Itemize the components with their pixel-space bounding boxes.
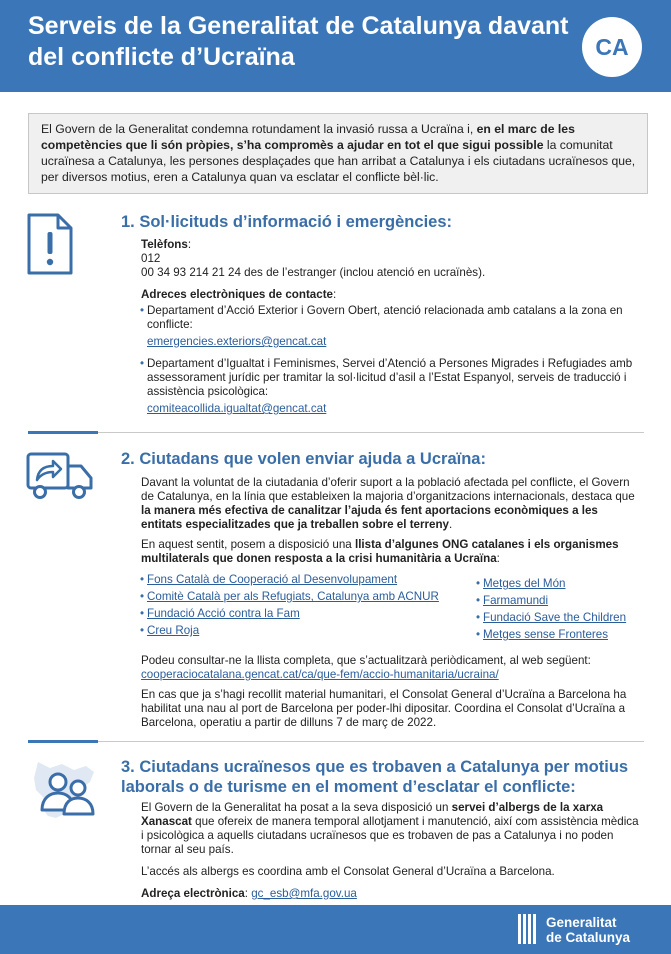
contact-2-text: • Departament d’Igualtat i Feminismes, Servei d’Atenció a Persones Migrades i Refugiades amb assessorament jurídic per tramitar la sol·licitud d’asil a l’Estat Espanyol, serveis de traducció i assistència psicològica: (141, 357, 641, 399)
consulate-email-link[interactable]: gc_esb@mfa.gov.ua (251, 887, 357, 900)
section-2-p3: Podeu consultar-ne la llista completa, que s’actualitzarà periòdicament, al web següent: (141, 654, 591, 667)
generalitat-logo-text (546, 915, 630, 945)
org-link[interactable]: • Fundació Acció contra la Fam (141, 605, 481, 622)
catalonia-map-people-icon (28, 758, 98, 826)
section-2-body: Davant la voluntat de la ciutadania d’oferir suport a la població afectada pel conflicte, el Govern de Catalunya, en la línia que estableixen la majoria d’organitzacions internacionals, destaca que la manera més efectiva de canalitzar l’ajuda és fent aportacions econòmiques a les entitats especialitzades que ja treballen sobre el terreny. En aquest sentit, posem a disposició una llista d’algunes ONG catalanes i els organismes multilaterals que donen resposta a la crisi humanitària a Ucraïna: (141, 476, 635, 565)
section-3-p1: El Govern de la Generalitat ha posat a la seva disposició un (141, 801, 449, 814)
email-label: Adreça electrònica (141, 887, 245, 900)
section-2-p4: En cas que ja s’hagi recollit material humanitari, el Consolat General d’Ucraïna a Barcelona ha habilitat una nau al port de Barcelona per poder-lhi dipositar. Coordina el Consolat d’Ucraïna a Barcelona, operatiu a partir de dilluns 7 de març de 2022. (141, 688, 627, 729)
contact-1-email-link[interactable]: emergencies.exteriors@gencat.cat (147, 335, 327, 348)
logo-line-1: Generalitat (546, 915, 617, 930)
cooperacio-web-link[interactable]: cooperaciocatalana.gencat.cat/ca/que-fem/accio-humanitaria/ucraina/ (141, 668, 499, 681)
intro-text-bold: en el marc de les competències que li són pròpies, s’ha compromès a ajudar en tot el que sigui possible (41, 122, 575, 152)
ngo-list-left (141, 571, 481, 639)
phones-label: Telèfons (141, 238, 188, 251)
section-divider (28, 741, 644, 742)
section-1-body: Telèfons: 012 00 34 93 214 21 24 des de l’estranger (inclou atenció en ucraïnès). Adreces electròniques de contacte: • Departament d’Acció Exterior i Govern Obert, atenció relacionada amb catalans a la zona en conflicte: emergencies.exteriors@gencat.cat • Departament d’Igualtat i Feminismes, Servei d’Atenció a Persones Migrades i Refugiades amb assessorament jurídic per tramitar la sol·licitud d’asil a l’Estat Espanyol, serveis de traducció i assistència psicològica: comiteacollida.igualtat@gencat.cat (141, 238, 641, 416)
emails-label: Adreces electròniques de contacte (141, 288, 334, 301)
section-2-p2: En aquest sentit, posem a disposició una (141, 538, 352, 551)
contact-2-email-link[interactable]: comiteacollida.igualtat@gencat.cat (147, 402, 327, 415)
org-link[interactable]: • Creu Roja (141, 622, 481, 639)
org-link[interactable]: • Metges del Món (477, 575, 647, 592)
section-2-p2-bold: llista d’algunes ONG catalanes i els organismes multilaterals que donen resposta a la crisi humanitària a Ucraïna (141, 538, 619, 565)
section-3-title: 3. Ciutadans ucraïnesos que es trobaven a Catalunya per motius laborals o de turisme en el moment d’esclatar el conflicte: (121, 758, 629, 796)
intro-text-2: la comunitat ucraïnesa a Catalunya, les persones desplaçades que han arribat a Catalunya i els ciutadans ucraïnesos que, per diversos motius, eren a Catalunya quan va esclatar el conflicte bèl·lic. (41, 138, 636, 184)
logo-line-2: de Catalunya (546, 930, 631, 945)
section-3-p1-end: que ofereix de manera temporal allotjament i manutenció, així com assistència mèdica i psicològica a aquells ciutadans ucraïnesos que es trobaven de pas a Catalunya i no poden tornar al seu país. (141, 815, 639, 856)
section-3-p2: L’accés als albergs es coordina amb el Consolat General d’Ucraïna a Barcelona. (141, 865, 555, 878)
page-title: Serveis de la Generalitat de Catalunya davant del conflicte d’Ucraïna (28, 12, 569, 71)
language-badge[interactable]: CA (582, 17, 642, 77)
truck-share-icon (26, 452, 94, 500)
section-3-p1-bold: servei d’albergs de la xarxa Xanascat (141, 801, 604, 828)
intro-text-1: El Govern de la Generalitat condemna rotundament la invasió russa a Ucraïna i, (41, 122, 474, 136)
section-2-p1-bold: la manera més efectiva de canalitzar l’ajuda és fent aportacions econòmiques a les entitats especialitzades que ja treballen sobre el terreny (141, 504, 598, 531)
section-3-body: El Govern de la Generalitat ha posat a la seva disposició un servei d’albergs de la xarxa Xanascat que ofereix de manera temporal allotjament i manutenció, així com assistència mèdica i psicològica a aquells ciutadans ucraïnesos que es trobaven de pas a Catalunya i no poden tornar al seu país. L’accés als albergs es coordina amb el Consolat General d’Ucraïna a Barcelona. Adreça electrònica: gc_esb@mfa.gov.ua (141, 801, 641, 901)
section-2-body-end (141, 654, 641, 730)
ngo-list-right (477, 575, 647, 643)
intro-box (28, 113, 648, 194)
section-1-title: 1. Sol·licituds d’informació i emergències: (121, 213, 452, 231)
section-2-title: 2. Ciutadans que volen enviar ajuda a Ucraïna: (121, 450, 486, 468)
document-exclamation-icon (26, 212, 74, 276)
org-link[interactable]: • Metges sense Fronteres (477, 626, 647, 643)
org-link[interactable]: • Fundació Save the Children (477, 609, 647, 626)
org-link[interactable]: • Fons Català de Cooperació al Desenvolupament (141, 571, 481, 588)
org-link[interactable]: • Comitè Català per als Refugiats, Catalunya amb ACNUR (141, 588, 481, 605)
contact-1-text: • Departament d’Acció Exterior i Govern Obert, atenció relacionada amb catalans a la zona en conflicte: (141, 304, 641, 332)
header-banner (0, 0, 671, 92)
section-divider (28, 432, 644, 433)
phone-012: 012 (141, 252, 161, 265)
org-link[interactable]: • Farmamundi (477, 592, 647, 609)
phone-international: 00 34 93 214 21 24 des de l’estranger (inclou atenció en ucraïnès). (141, 266, 486, 279)
section-2-p1: Davant la voluntat de la ciutadania d’oferir suport a la població afectada pel conflicte, el Govern de Catalunya, en la línia que estableixen la majoria d’organitzacions internacionals, destaca que (141, 476, 635, 503)
generalitat-logo-icon (518, 914, 540, 944)
